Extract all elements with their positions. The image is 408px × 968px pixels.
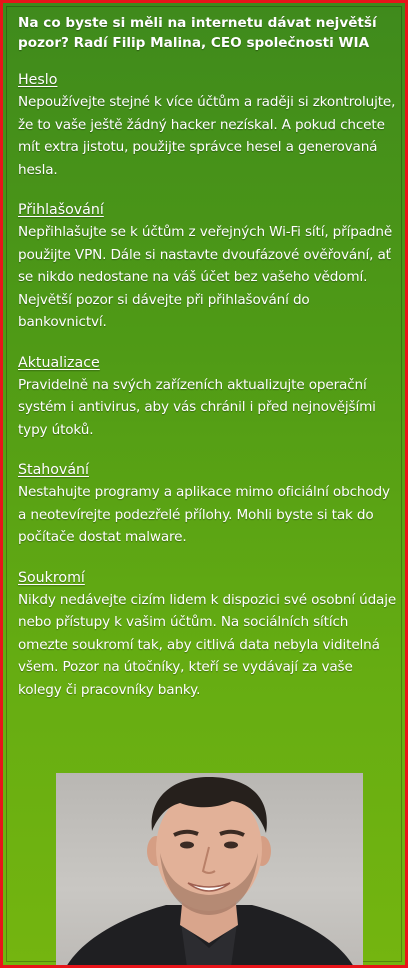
section-privacy [18, 567, 398, 702]
section-text: Nestahujte programy a aplikace mimo oficiální obchody a neotevírejte podezřelé přílohy. Mohli byste si tak do počítače dostat malware. [18, 484, 390, 545]
section-heading: Heslo [18, 72, 58, 88]
left-eye [180, 842, 194, 849]
section-updates [18, 352, 398, 442]
portrait-illustration [56, 773, 363, 967]
section-text: Nikdy nedávejte cizím lidem k dispozici své osobní údaje nebo přístupy k vašim účtům. Na sociálních sítích omezte soukromí tak, aby citlivá data nebyla viditelná všem. Pozor na útočníky, kteří se vydávají za vaše kolegy či pracovníky banky. [18, 591, 397, 698]
right-eye [224, 842, 238, 849]
infobox-content [18, 13, 398, 701]
portrait-photo [56, 773, 363, 967]
section-password [18, 69, 398, 181]
section-text: Pravidelně na svých zařízeních aktualizujte operační systém i antivirus, aby vás chránil i před nejnovějšími typy útoků. [18, 376, 376, 438]
section-text: Nepřihlašujte se k účtům z veřejných Wi-Fi sítí, případně použijte VPN. Dále si nastavte dvoufázové ověřování, ať se nikdo nedostane na váš účet bez vašeho vědomí. Největší pozor si dávejte při přihlašování do bankovnictví. [18, 224, 393, 330]
section-login [18, 199, 398, 334]
infobox-title: Na co byste si měli na internetu dávat největší pozor? Radí Filip Malina, CEO společnosti WIA [18, 15, 377, 51]
section-text: Nepoužívejte stejné k více účtům a raději si zkontrolujte, že to vaše ještě žádný hacker nezískal. A pokud chcete mít extra jistotu, použijte správce hesel a generovaná hesla. [18, 94, 396, 178]
section-heading: Stahování [18, 462, 89, 478]
section-heading: Soukromí [18, 569, 85, 586]
section-downloads [18, 459, 398, 549]
section-heading: Aktualizace [18, 354, 100, 371]
section-heading: Přihlašování [18, 202, 104, 218]
